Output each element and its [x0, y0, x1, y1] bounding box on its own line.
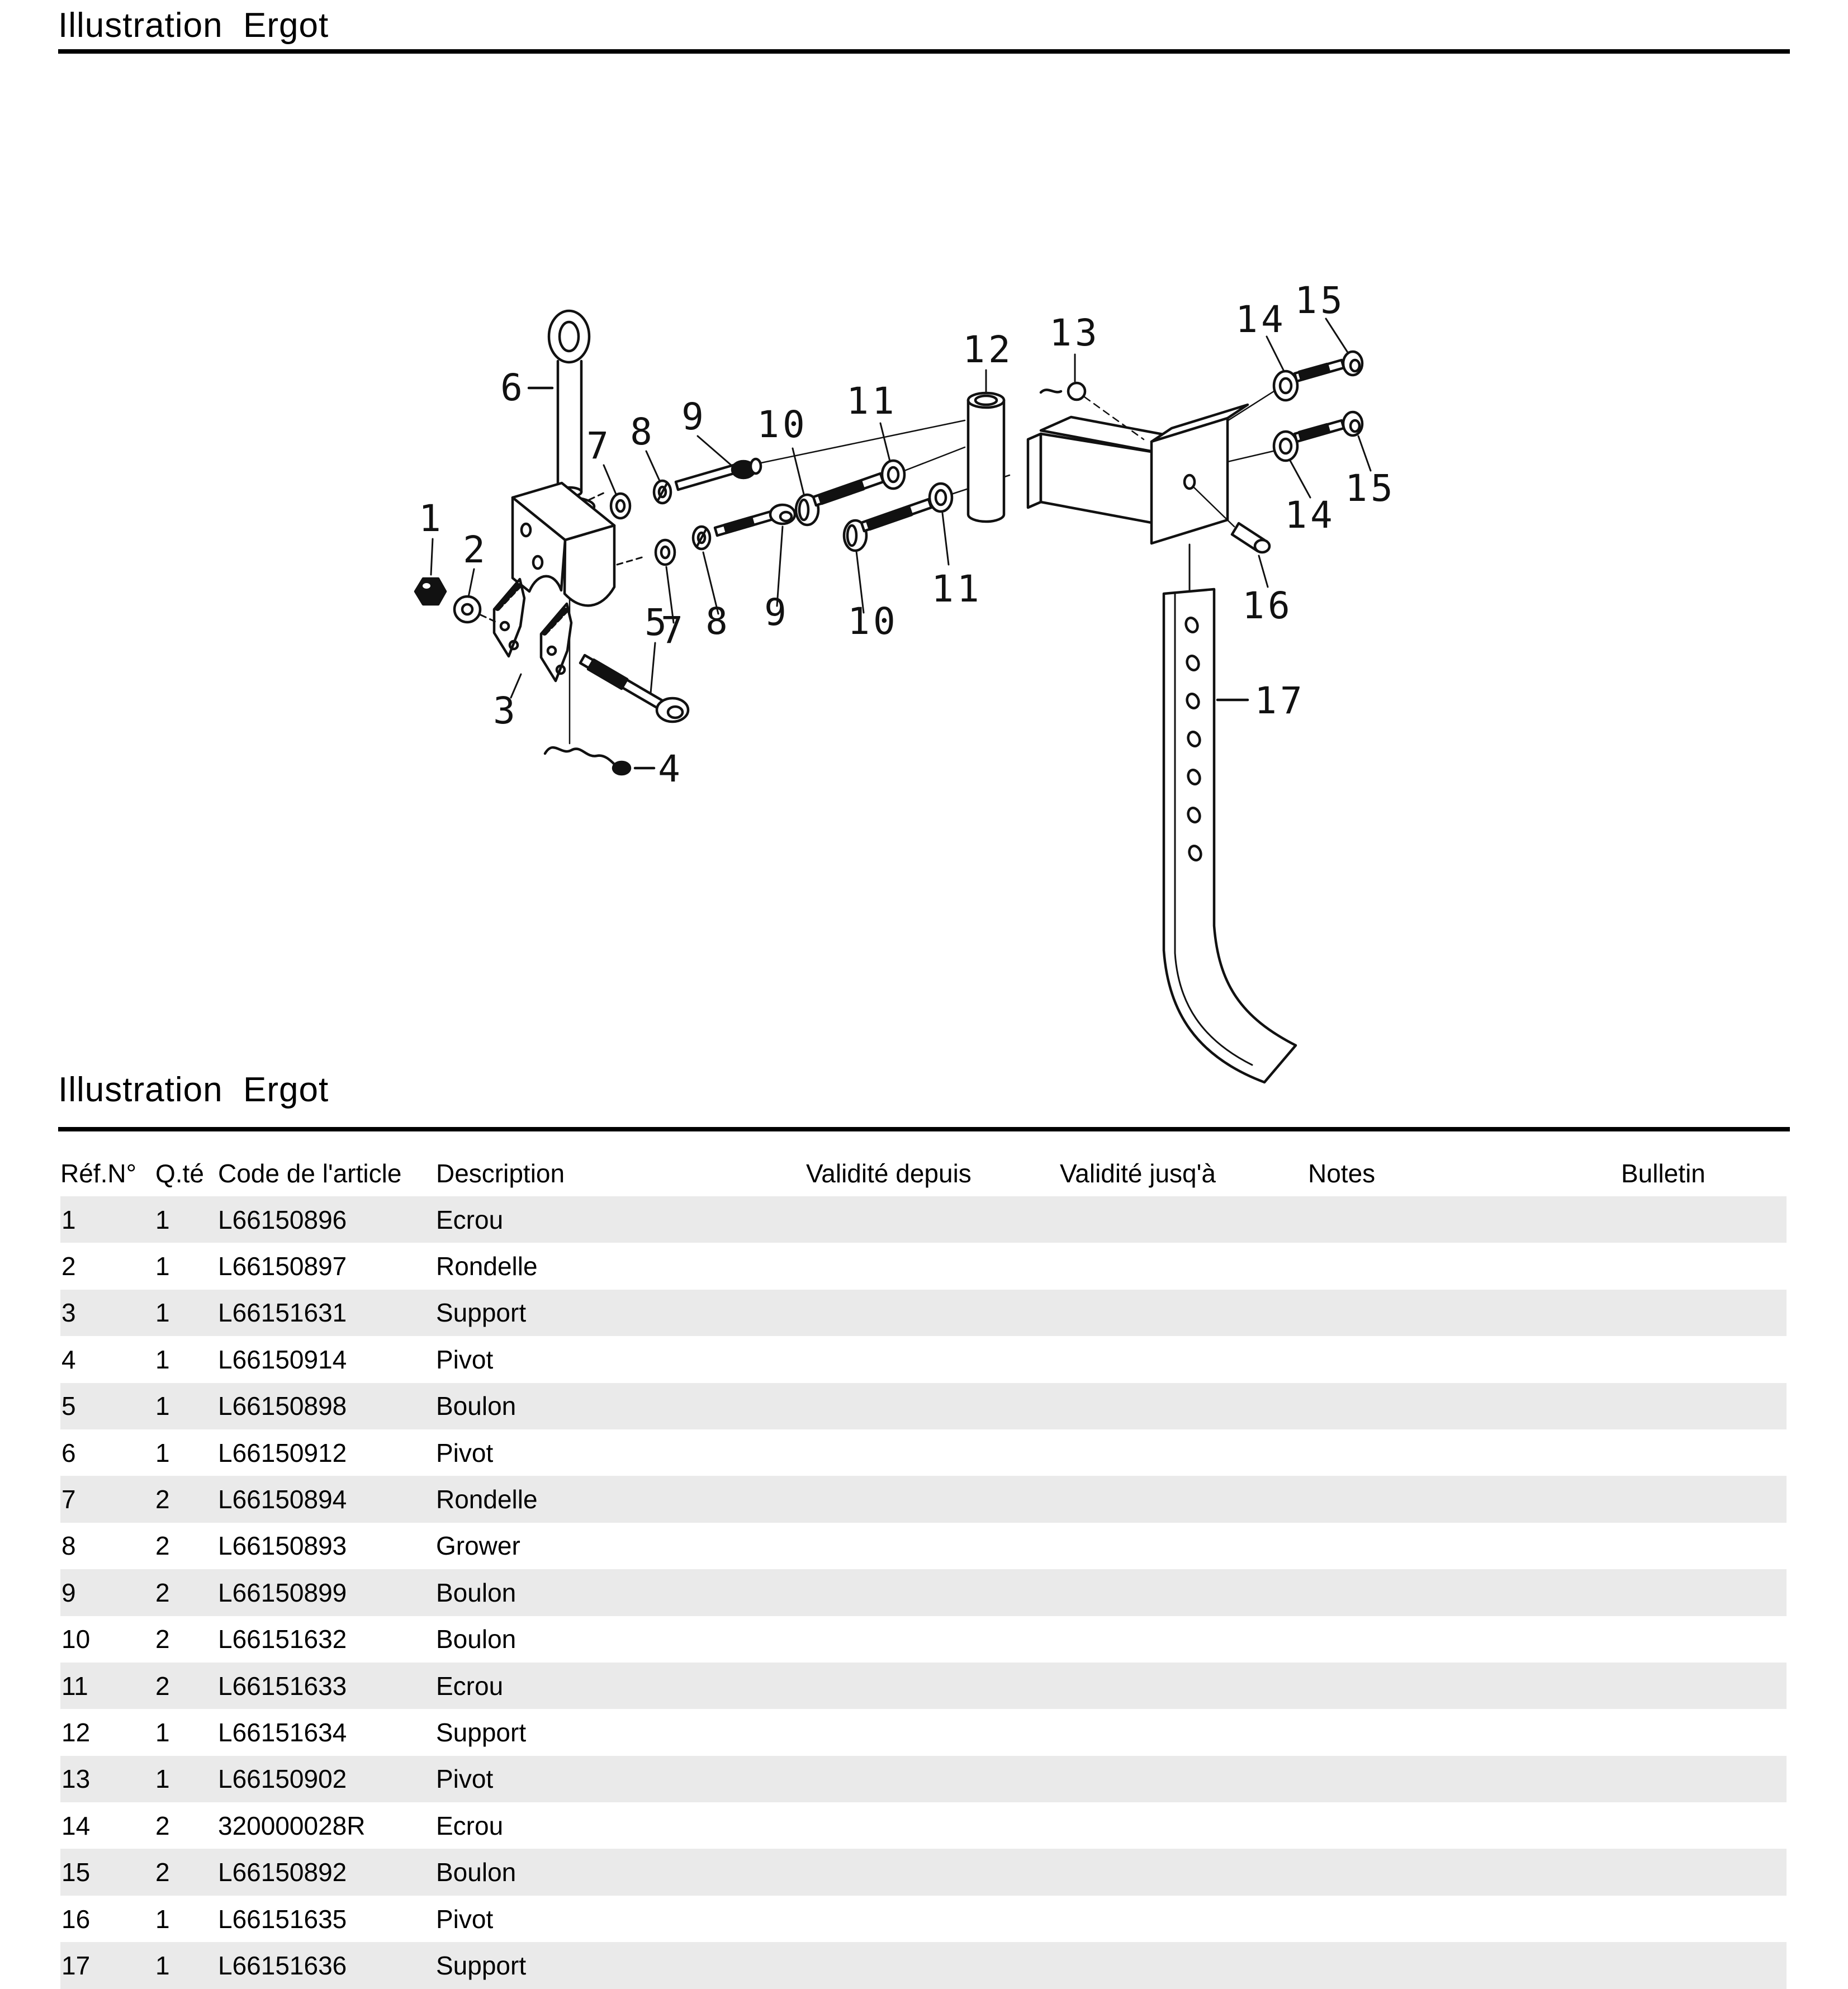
cell-ref: 17 — [61, 1950, 91, 1980]
table-row — [60, 1616, 1787, 1663]
page-title: Illustration Ergot — [58, 6, 329, 45]
cell-qty: 1 — [155, 1764, 170, 1794]
callout-6: 6 — [500, 366, 526, 409]
cell-qty: 1 — [155, 1298, 170, 1328]
cell-qty: 2 — [155, 1578, 170, 1607]
cell-desc: Pivot — [436, 1904, 494, 1934]
callout-3: 3 — [493, 689, 519, 732]
table-row — [60, 1383, 1787, 1429]
table-row — [60, 1476, 1787, 1522]
section-title: Illustration Ergot — [58, 1071, 329, 1109]
cell-qty: 1 — [155, 1438, 170, 1467]
table-row — [60, 1523, 1787, 1569]
parts-table-body — [60, 1196, 1787, 1989]
cell-code: L66151635 — [218, 1904, 347, 1934]
cell-desc: Ecrou — [436, 1811, 504, 1840]
callout-17: 17 — [1254, 679, 1306, 722]
callout-13: 13 — [1049, 311, 1101, 354]
cell-ref: 14 — [61, 1811, 91, 1840]
cell-ref: 10 — [61, 1625, 91, 1654]
cell-code: L66150902 — [218, 1764, 347, 1794]
part-8-grower-top — [646, 451, 671, 503]
cell-desc: Support — [436, 1717, 527, 1747]
cell-desc: Pivot — [436, 1344, 494, 1374]
cell-ref: 7 — [61, 1485, 76, 1514]
callout-15-right: 15 — [1345, 467, 1396, 510]
cell-desc: Boulon — [436, 1625, 517, 1654]
callout-5: 5 — [645, 601, 670, 644]
callout-2: 2 — [463, 528, 489, 571]
col-header-description: Description — [436, 1159, 565, 1188]
cell-qty: 2 — [155, 1858, 170, 1887]
cell-ref: 15 — [61, 1858, 91, 1887]
callout-14-right: 14 — [1285, 494, 1336, 537]
table-row — [60, 1942, 1787, 1988]
cell-ref: 8 — [61, 1531, 76, 1561]
part-6-pivot-rod — [529, 311, 589, 496]
cell-desc: Rondelle — [436, 1485, 538, 1514]
cell-code: L66151634 — [218, 1717, 347, 1747]
cell-code: L66150897 — [218, 1252, 347, 1281]
cell-ref: 6 — [61, 1438, 76, 1467]
callout-7-bottom: 7 — [661, 609, 686, 652]
cell-qty: 1 — [155, 1205, 170, 1234]
table-row — [60, 1802, 1787, 1849]
cell-qty: 2 — [155, 1485, 170, 1514]
cell-ref: 2 — [61, 1252, 76, 1281]
table-row — [60, 1243, 1787, 1289]
col-header-notes: Notes — [1308, 1159, 1376, 1188]
col-header-bulletin: Bulletin — [1621, 1159, 1705, 1188]
callout-9-top: 9 — [681, 395, 707, 438]
callout-11-top: 11 — [846, 380, 898, 423]
cell-ref: 1 — [61, 1205, 76, 1234]
cell-ref: 16 — [61, 1904, 91, 1934]
cell-ref: 9 — [61, 1578, 76, 1607]
part-12-support-arm — [968, 370, 1248, 543]
cell-code: L66151631 — [218, 1298, 347, 1328]
cell-qty: 1 — [155, 1344, 170, 1374]
cell-qty: 2 — [155, 1531, 170, 1561]
table-row — [60, 1663, 1787, 1709]
cell-desc: Boulon — [436, 1578, 517, 1607]
table-row — [60, 1569, 1787, 1616]
cell-desc: Rondelle — [436, 1252, 538, 1281]
cell-code: L66151633 — [218, 1671, 347, 1701]
part-9-bolt-top — [676, 436, 761, 490]
cell-qty: 1 — [155, 1950, 170, 1980]
cell-qty: 1 — [155, 1391, 170, 1421]
part-15-bolt-bottom — [1295, 412, 1371, 471]
cell-code: L66151636 — [218, 1950, 347, 1980]
cell-desc: Ecrou — [436, 1671, 504, 1701]
cell-code: L66150894 — [218, 1485, 347, 1514]
part-4-clip-pin — [545, 747, 654, 774]
col-header-code: Code de l'article — [218, 1159, 402, 1188]
table-header-row — [0, 1158, 1848, 1192]
col-header-valid-from: Validité depuis — [806, 1159, 972, 1188]
callout-12: 12 — [963, 328, 1014, 371]
col-header-valid-until: Validité jusq'à — [1060, 1159, 1216, 1188]
cell-desc: Boulon — [436, 1858, 517, 1887]
part-5-bolt — [580, 643, 688, 722]
cell-code: L66150893 — [218, 1531, 347, 1561]
cell-qty: 2 — [155, 1671, 170, 1701]
part-11-nut-top — [880, 423, 904, 489]
table-row — [60, 1336, 1787, 1382]
callout-10-bottom: 10 — [847, 600, 899, 643]
cell-code: L66150892 — [218, 1858, 347, 1887]
cell-code: L66150899 — [218, 1578, 347, 1607]
cell-ref: 3 — [61, 1298, 76, 1328]
cell-qty: 1 — [155, 1717, 170, 1747]
callout-11-bottom: 11 — [931, 567, 983, 610]
cell-desc: Boulon — [436, 1391, 517, 1421]
cell-qty: 2 — [155, 1811, 170, 1840]
cell-code: 320000028R — [218, 1811, 366, 1840]
col-header-ref: Réf.N° — [60, 1159, 136, 1188]
cell-code: L66150898 — [218, 1391, 347, 1421]
cell-ref: 5 — [61, 1391, 76, 1421]
callout-4: 4 — [658, 747, 684, 790]
section-divider — [58, 1127, 1790, 1131]
callout-14-top: 14 — [1235, 298, 1287, 341]
cell-ref: 11 — [61, 1671, 88, 1701]
callout-1: 1 — [419, 497, 444, 540]
table-row — [60, 1896, 1787, 1942]
table-row — [60, 1709, 1787, 1755]
callout-7-top: 7 — [586, 424, 612, 467]
table-row — [60, 1196, 1787, 1243]
cell-qty: 1 — [155, 1904, 170, 1934]
cell-desc: Pivot — [436, 1764, 494, 1794]
part-10-bolt-top — [793, 448, 883, 525]
table-row — [60, 1756, 1787, 1802]
part-14-nut-bottom — [1274, 432, 1310, 498]
cell-code: L66150914 — [218, 1344, 347, 1374]
cell-ref: 12 — [61, 1717, 91, 1747]
cell-code: L66150896 — [218, 1205, 347, 1234]
part-1-nut — [415, 539, 446, 604]
part-11-nut-bottom — [930, 484, 952, 565]
callout-10-top: 10 — [757, 403, 808, 446]
cell-desc: Ecrou — [436, 1205, 504, 1234]
part-14-nut-top — [1267, 337, 1297, 400]
callout-8-top: 8 — [630, 410, 656, 453]
col-header-qty: Q.té — [155, 1159, 204, 1188]
cell-ref: 4 — [61, 1344, 76, 1374]
part-2-washer — [454, 569, 495, 622]
cell-ref: 13 — [61, 1764, 91, 1794]
cell-desc: Grower — [436, 1531, 520, 1561]
callout-9-bottom: 9 — [764, 591, 790, 634]
cell-qty: 1 — [155, 1252, 170, 1281]
part-15-bolt-top — [1295, 319, 1362, 381]
cell-desc: Support — [436, 1298, 527, 1328]
cell-desc: Support — [436, 1950, 527, 1980]
callout-15-top: 15 — [1295, 279, 1346, 322]
part-10-bolt-bottom — [844, 499, 931, 613]
callout-16: 16 — [1242, 584, 1293, 627]
cell-qty: 2 — [155, 1625, 170, 1654]
callout-8-bottom: 8 — [705, 600, 731, 643]
cell-desc: Pivot — [436, 1438, 494, 1467]
table-row — [60, 1429, 1787, 1476]
cell-code: L66151632 — [218, 1625, 347, 1654]
cell-code: L66150912 — [218, 1438, 347, 1467]
table-row — [60, 1290, 1787, 1336]
table-row — [60, 1849, 1787, 1895]
